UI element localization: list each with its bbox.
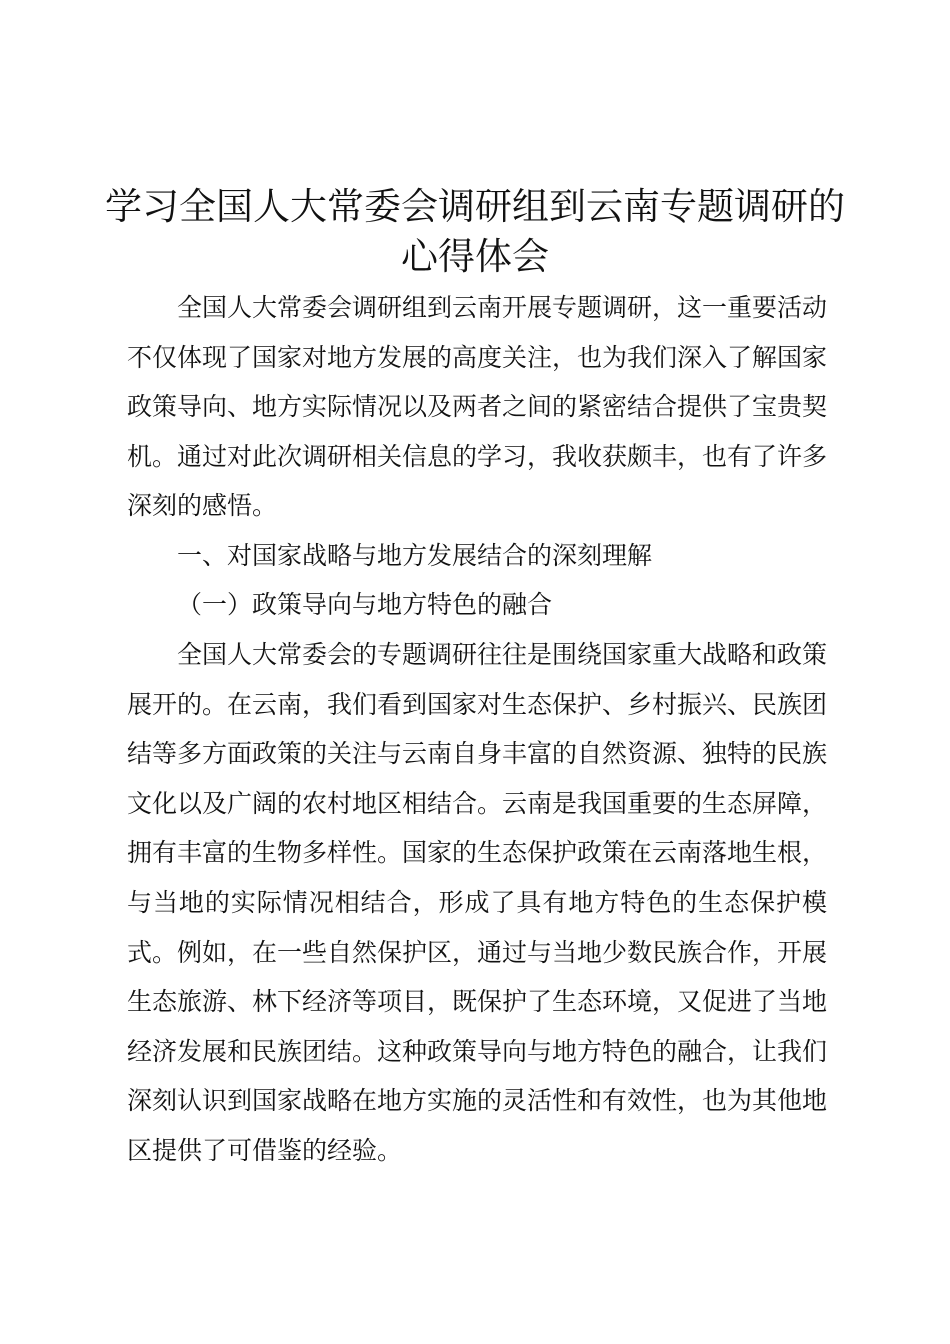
- document-title-line-1: 学习全国人大常委会调研组到云南专题调研的: [105, 185, 845, 228]
- document-title-line-2: 心得体会: [401, 235, 549, 278]
- subsection-heading-block: [127, 580, 827, 630]
- subsection-heading: （一）政策导向与地方特色的融合: [177, 590, 553, 619]
- section-heading: 一、对国家战略与地方发展结合的深刻理解: [177, 541, 653, 570]
- subsection-body-block: [127, 630, 827, 1176]
- intro-block: [127, 283, 827, 531]
- section-heading-block: [127, 531, 827, 581]
- subsection-paragraph: 全国人大常委会的专题调研往往是围绕国家重大战略和政策展开的。在云南，我们看到国家对生态保护、乡村振兴、民族团结等多方面政策的关注与云南自身丰富的自然资源、独特的民族文化以及广阔的农村地区相结合。云南是我国重要的生态屏障，拥有丰富的生物多样性。国家的生态保护政策在云南落地生根，与当地的实际情况相结合，形成了具有地方特色的生态保护模式。例如，在一些自然保护区，通过与当地少数民族合作，开展生态旅游、林下经济等项目，既保护了生态环境，又促进了当地经济发展和民族团结。这种政策导向与地方特色的融合，让我们深刻认识到国家战略在地方实施的灵活性和有效性，也为其他地区提供了可借鉴的经验。: [127, 640, 828, 1165]
- intro-paragraph: 全国人大常委会调研组到云南开展专题调研，这一重要活动不仅体现了国家对地方发展的高度关注，也为我们深入了解国家政策导向、地方实际情况以及两者之间的紧密结合提供了宝贵契机。通过对此次调研相关信息的学习，我收获颇丰，也有了许多深刻的感悟。: [127, 293, 828, 521]
